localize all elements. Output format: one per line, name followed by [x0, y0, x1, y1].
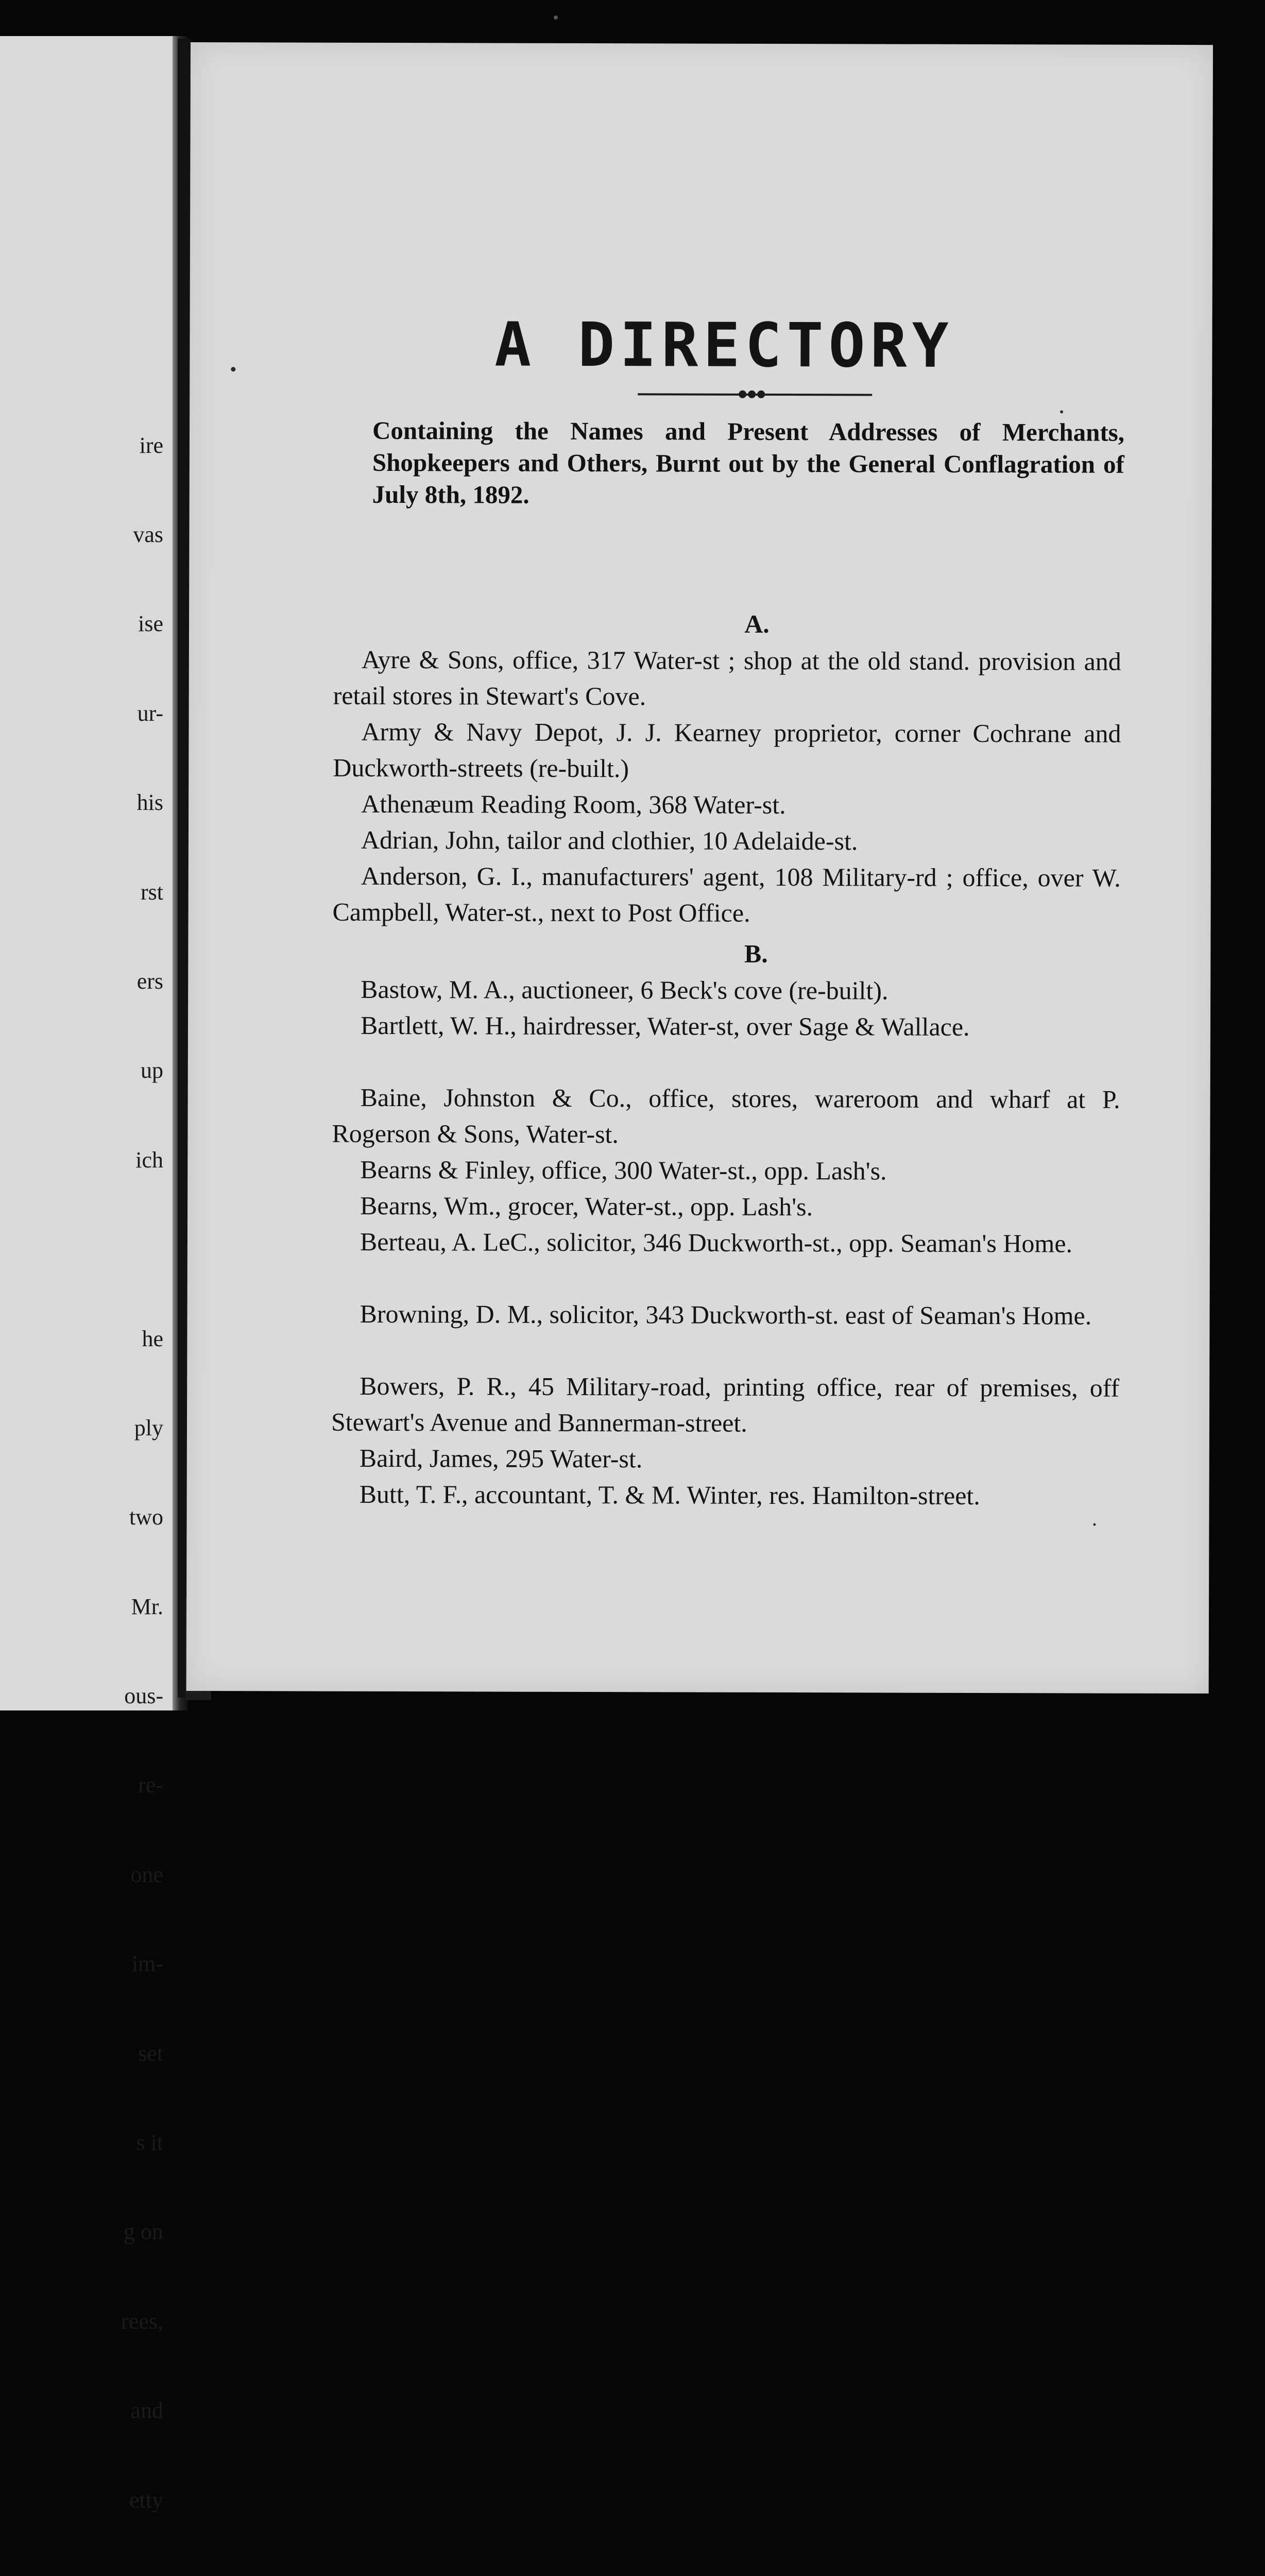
- left-fragment: and: [130, 2398, 163, 2424]
- directory-entry: Browning, D. M., solicitor, 343 Duckworth-st. east of Seaman's Home.: [360, 1299, 1092, 1330]
- directory-entry: Bowers, P. R., 45 Military-road, printing office, rear of premises, off Stewart's Avenue and Bannerman-street.: [331, 1371, 1120, 1437]
- left-fragment: rst: [141, 879, 163, 905]
- right-page: [186, 42, 1213, 1693]
- left-fragment: he: [142, 1326, 163, 1351]
- left-fragment: Mr.: [131, 1594, 163, 1619]
- left-fragment: set: [138, 2040, 163, 2066]
- left-fragment: ire: [139, 432, 163, 458]
- ink-speck: [1060, 410, 1063, 413]
- directory-entry: Anderson, G. I., manufacturers' agent, 108 Military-rd ; office, over W. Campbell, Water-st., next to Post Office.: [332, 861, 1121, 927]
- directory-entry: Berteau, A. LeC., solicitor, 346 Duckworth-st., opp. Seaman's Home.: [360, 1227, 1073, 1258]
- directory-entry: Bearns & Finley, office, 300 Water-st., opp. Lash's.: [360, 1155, 887, 1185]
- left-fragment: ur-: [137, 700, 163, 726]
- left-fragment: s it: [136, 2130, 163, 2156]
- section-heading-a: A.: [744, 609, 770, 638]
- left-fragment: im-: [131, 1951, 163, 1977]
- left-page-text-fragments: [9, 371, 163, 2576]
- left-fragment: two: [129, 1504, 163, 1530]
- left-fragment: g on: [124, 2219, 163, 2245]
- left-fragment: vas: [133, 521, 163, 547]
- rule-dot: [757, 391, 765, 398]
- left-fragment: ich: [135, 1147, 163, 1173]
- directory-entry: Butt, T. F., accountant, T. & M. Winter, res. Hamilton-street.: [359, 1479, 980, 1511]
- left-fragment: rees,: [121, 2308, 163, 2334]
- directory-entry: Athenæum Reading Room, 368 Water-st.: [361, 789, 786, 820]
- directory-entry: Army & Navy Depot, J. J. Kearney proprietor, corner Cochrane and Duckworth-streets (re-built.): [333, 717, 1121, 783]
- left-fragment: up: [141, 1058, 163, 1083]
- left-fragment: ise: [138, 611, 163, 637]
- directory-entry: Bartlett, W. H., hairdresser, Water-st, over Sage & Wallace.: [360, 1010, 970, 1041]
- left-page: [0, 36, 178, 2513]
- directory-entry: Adrian, John, tailor and clothier, 10 Adelaide-st.: [361, 825, 858, 856]
- left-fragment: etty: [129, 2487, 163, 2513]
- section-heading-b: B.: [744, 939, 768, 968]
- left-fragment: one: [130, 1861, 163, 1887]
- ink-speck: [231, 367, 235, 371]
- directory-entry: Bastow, M. A., auctioneer, 6 Beck's cove (re-built).: [361, 974, 888, 1005]
- directory-entry: Baird, James, 295 Water-st.: [359, 1443, 643, 1473]
- left-fragment: re-: [138, 1772, 163, 1798]
- left-fragment: [9, 1234, 163, 1264]
- directory-entry: Baine, Johnston & Co., office, stores, wareroom and wharf at P. Rogerson & Sons, Water-st.: [332, 1082, 1120, 1149]
- rule-dot: [739, 391, 746, 398]
- directory-entry: Bearns, Wm., grocer, Water-st., opp. Lash's.: [360, 1191, 813, 1222]
- left-fragment: ply: [134, 1415, 163, 1440]
- scan-speck: [554, 15, 558, 20]
- page-subtitle: Containing the Names and Present Addresses of Merchants, Shopkeepers and Others, Burnt out by the General Conflagration of July 8th, 1892.: [372, 416, 1125, 509]
- left-fragment: ous-: [124, 1683, 163, 1709]
- left-fragment: ers: [136, 968, 163, 994]
- left-fragment: his: [136, 790, 163, 816]
- directory-entry: Ayre & Sons, office, 317 Water-st ; shop at the old stand. provision and retail stores in Stewart's Cove.: [333, 645, 1121, 711]
- rule-dot: [748, 391, 756, 398]
- ornamental-rule: [638, 389, 872, 399]
- ink-speck: [1093, 1523, 1096, 1526]
- page-title: A DIRECTORY: [494, 309, 954, 381]
